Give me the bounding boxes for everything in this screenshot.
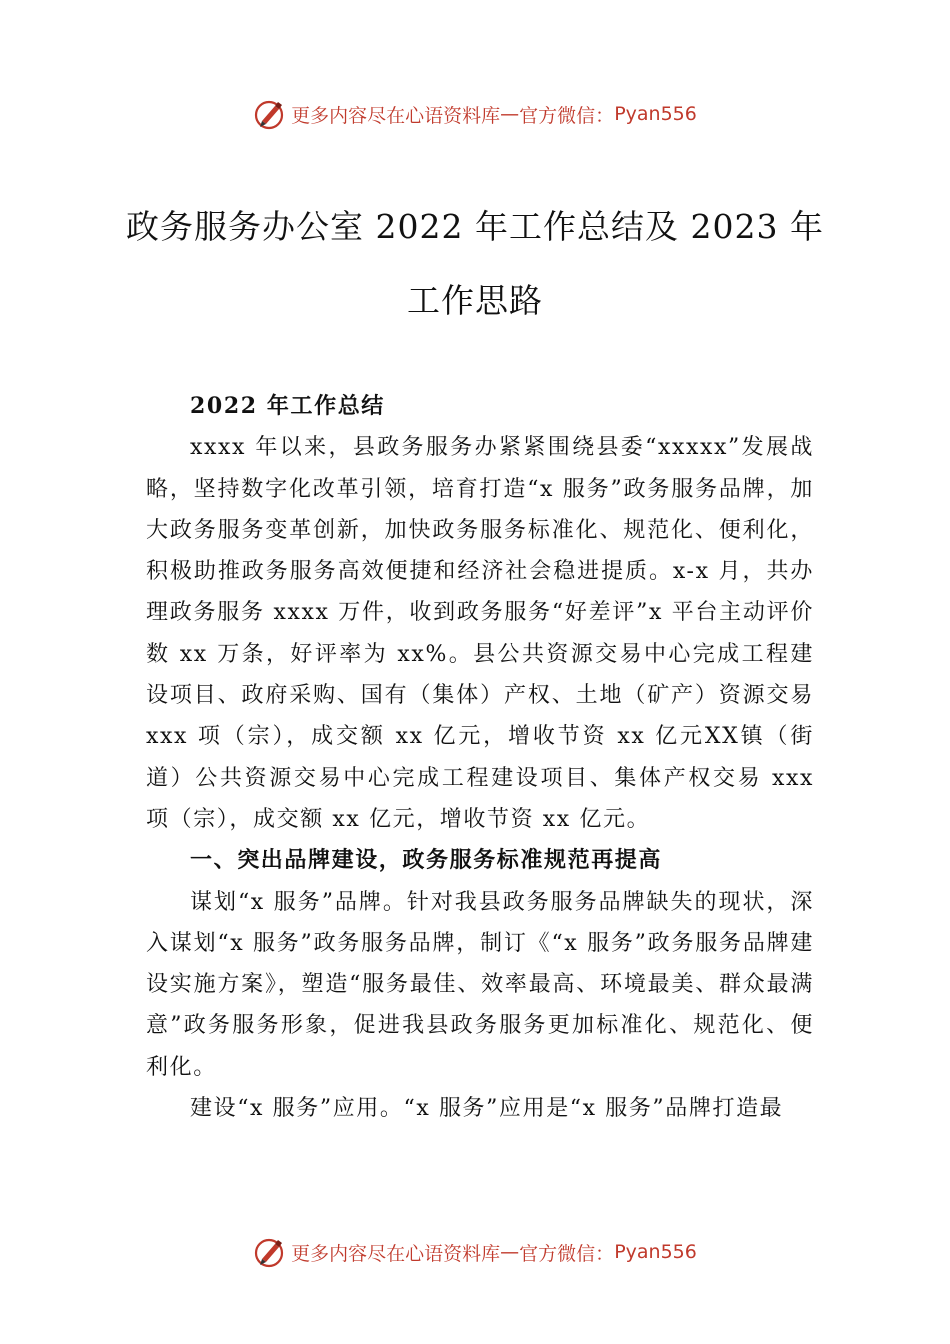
section-heading: 2022 年工作总结	[190, 393, 385, 419]
banner-brand-text: 更多内容尽在心语资料库	[291, 104, 501, 127]
pen-logo-icon	[253, 97, 287, 131]
body-paragraph-app-build: 建设“x 服务”应用。“x 服务”应用是“x 服务”品牌打造最	[190, 1096, 784, 1122]
banner-separator: —	[500, 103, 520, 125]
banner-brand-text: 更多内容尽在心语资料库	[291, 1242, 501, 1265]
banner-wechat-account: Pyan556	[614, 1241, 697, 1263]
pen-logo-icon	[253, 1235, 287, 1269]
banner-wechat-label: 官方微信：	[519, 104, 615, 127]
footer-watermark-banner	[0, 1232, 950, 1272]
banner-wechat-label: 官方微信：	[519, 1242, 615, 1265]
body-paragraph-brand-plan: 谋划“x 服务”品牌。针对我县政务服务品牌缺失的现状，深入谋划“x 服务”政务服务品牌，制订《“x 服务”政务服务品牌建设实施方案》，塑造“服务最佳、效率最高、环境最美、群众最满意”政务服务形象，促进我县政务服务更加标准化、规范化、便利化。	[146, 889, 814, 1080]
banner-wechat-account: Pyan556	[614, 103, 697, 125]
header-watermark-banner	[0, 94, 950, 134]
document-body	[146, 386, 814, 1129]
subheading-brand-building: 一、突出品牌建设，政务服务标准规范再提高	[190, 847, 663, 874]
banner-separator: —	[500, 1241, 520, 1263]
body-paragraph-summary: xxxx 年以来，县政务服务办紧紧围绕县委“xxxxx”发展战略，坚持数字化改革引领，培育打造“x 服务”政务服务品牌，加大政务服务变革创新，加快政务服务标准化、规范化、便利化，积极助推政务服务高效便捷和经济社会稳进提质。x-x 月，共办理政务服务 xxxx 万件，收到政务服务“好差评”x 平台主动评价数 xx 万条，好评率为 xx%。县公共资源交易中心完成工程建设项目、政府采购、国有（集体）产权、土地（矿产）资源交易 xxx 项（宗），成交额 xx 亿元，增收节资 xx 亿元XX镇（街道）公共资源交易中心完成工程建设项目、集体产权交易 xxx 项（宗），成交额 xx 亿元，增收节资 xx 亿元。	[146, 435, 814, 832]
document-title: 政务服务办公室 2022 年工作总结及 2023 年工作思路	[126, 207, 824, 320]
